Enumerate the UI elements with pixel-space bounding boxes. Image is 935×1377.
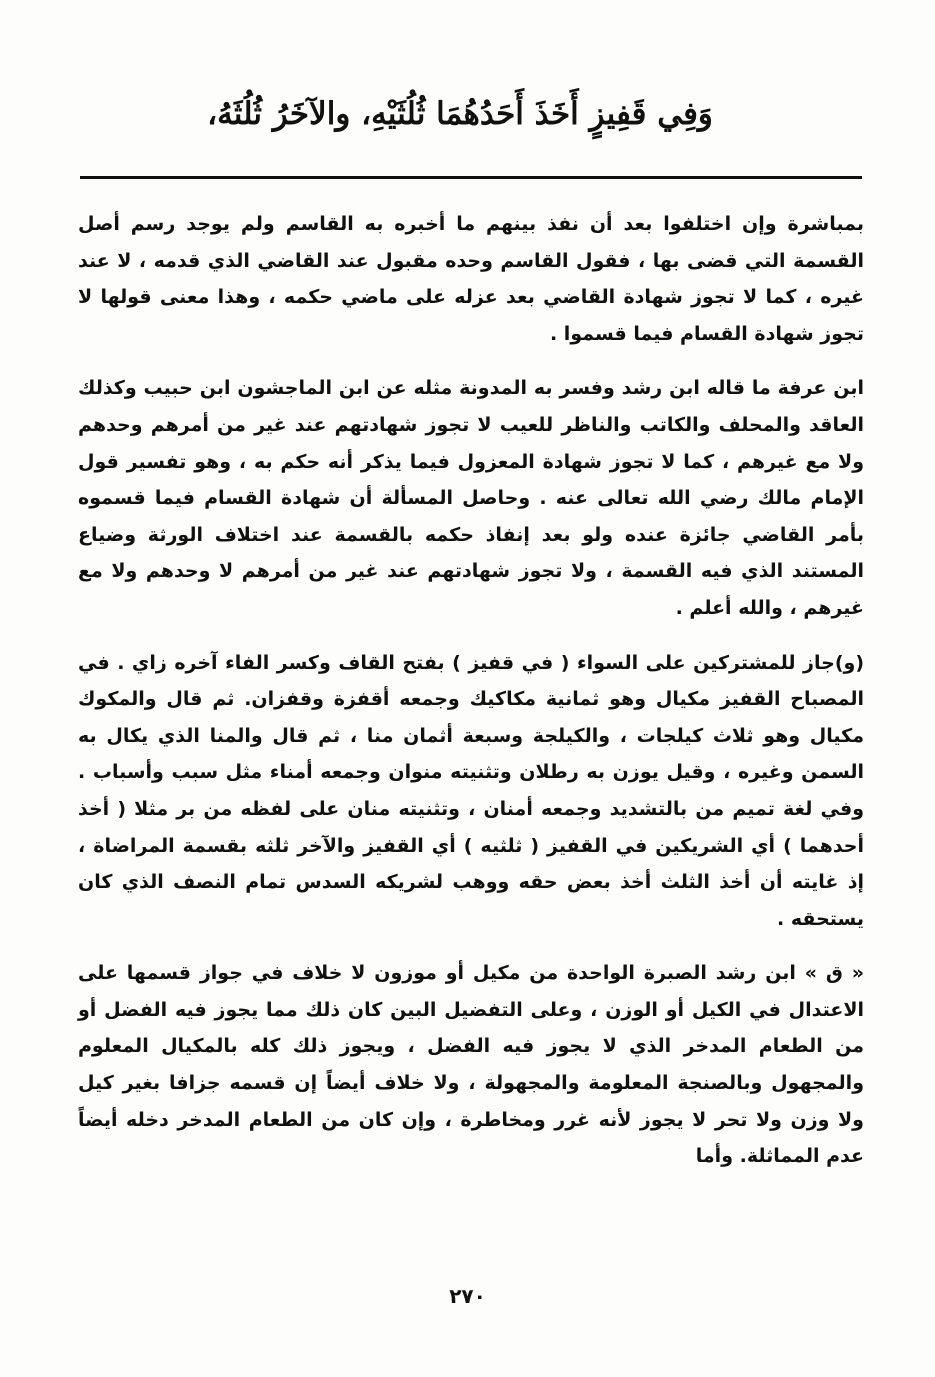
paragraph-3: (و)جاز للمشتركين على السواء ( في قفيز ) بفتح القاف وكسر الفاء آخره زاي . في المصباح القفيز مكيال وهو ثمانية مكاكيك وجمعه أقفزة وقفزان. ثم قال والمكوك مكيال وهو ثلاث كيلجات ، والكيلجة وسبعة أثمان منا ، ثم قال والمنا الذي يكال به السمن وغيره ، وقيل يوزن به رطلان وتثنيته منوان وجمعه أمناء مثل سبب وأسباب . وفي لغة تميم من بالتشديد وجمعه أمنان ، وتثنيته منان على لفظه من بر مثلا ( أخذ أحدهما ) أي الشريكين في القفيز ( ثلثيه ) أي القفيز والآخر ثلثه بقسمة المراضاة ، إذ غايته أن أخذ الثلث أخذ بعض حقه ووهب لشريكه السدس تمام النصف الذي كان يستحقه . bbox=[78, 651, 864, 930]
paragraph-4: « ق » ابن رشد الصبرة الواحدة من مكيل أو موزون لا خلاف في جواز قسمها على الاعتدال في الكيل أو الوزن ، وعلى التفضيل البين كان ذلك مما يجوز فيه الفضل أو من الطعام المدخر الذي لا يجوز فيه الفضل ، ويجوز ذلك كله بالمكيال المعلوم والمجهول وبالصنجة المعلومة والمجهولة ، ولا خلاف أيضاً إن قسمه جزافا بغير كيل ولا وزن ولا تحر لا يجوز لأنه غرر ومخاطرة ، وإن كان من الطعام المدخر دخله أيضاً عدم المماثلة. وأما bbox=[78, 962, 864, 1168]
paragraph-1: بمباشرة وإن اختلفوا بعد أن نفذ بينهم ما أخبره به القاسم ولم يوجد رسم أصل القسمة التي قضى بها ، فقول القاسم وحده مقبول عند القاضي الذي قدمه ، لا عند غيره ، كما لا تجوز شهادة القاضي بعد عزله على ماضي حكمه ، وهذا معنى قولها لا تجوز شهادة القسام فيما قسموا . bbox=[78, 213, 864, 345]
page-heading: وَفِي قَفِيزٍ أَخَذَ أَحَدُهُمَا ثُلُثَيْهِ، والآخَرُ ثُلُثَهُ، bbox=[207, 96, 713, 132]
heading-rule bbox=[80, 176, 862, 179]
body-text bbox=[78, 206, 864, 1175]
paragraph-2: ابن عرفة ما قاله ابن رشد وفسر به المدونة مثله عن ابن الماجشون ابن حبيب وكذلك العاقد والمحلف والكاتب والناظر للعيب لا تجوز شهادتهم عند غير من أمرهم وحدهم ولا مع غيرهم ، كما لا تجوز شهادة المعزول فيما يذكر أنه حكم به ، وهو تفسير قول الإمام مالك رضي الله تعالى عنه . وحاصل المسألة أن شهادة القسام فيما قسموه بأمر القاضي جائزة عنده ولو بعد إنفاذ حكمه بالقسمة عند اختلاف الورثة وضياع المستند الذي فيه القسمة ، ولا تجوز شهادتهم عند غير من أمرهم لا وحدهم ولا مع غيرهم ، والله أعلم . bbox=[78, 377, 864, 619]
page-number: ٢٧٠ bbox=[449, 1284, 486, 1308]
